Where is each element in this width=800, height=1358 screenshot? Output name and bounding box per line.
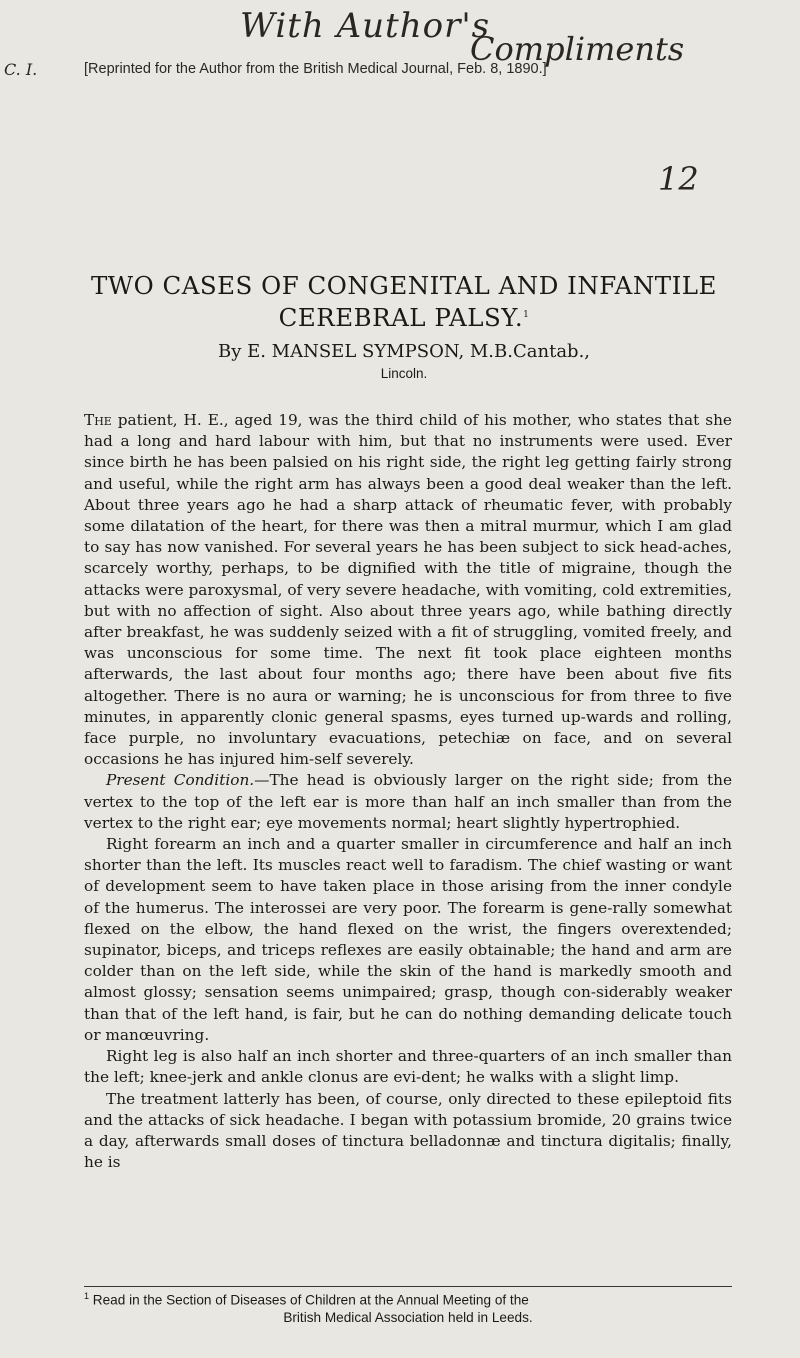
handwritten-page-number: 12 [658,160,699,198]
author-byline: By E. MANSEL SYMPSON, M.B.Cantab., [217,341,591,362]
paragraph-forearm: Right forearm an inch and a quarter smaller in circumference and half an inch shorter than the left. Its muscles react well to faradism. The chief wasting or want of development seem to have taken place in those arising from the inner condyle of the humerus. The interossei are very poor. The forearm is gene-rally somewhat flexed on the elbow, the hand flexed on the wrist, the fingers overextended; supinator, biceps, and triceps reflexes are easily obtainable; the hand and arm are colder than on the left side, while the skin of the hand is markedly smooth and almost glossy; sensation seems unimpaired; grasp, though con-siderably weaker than that of the left hand, is fair, but he can do nothing demanding delicate touch or manœuvring. [84,835,732,1044]
paragraph-history-text: patient, H. E., aged 19, was the third child of his mother, who states that she had a long and hard labour with him, but that no instruments were used. Ever since birth he has been palsied on his right side, the right leg getting fairly strong and useful, while the right arm has always been a good deal weaker than the left. About three years ago he had a sharp attack of rheumatic fever, with probably some dilatation of the heart, for there was then a mitral murmur, which I am glad to say has now vanished. For several years he has been subject to sick head-aches, scarcely worthy, perhaps, to be dignified with the title of migraine, though the attacks were paroxysmal, of very severe headache, with vomiting, cold extremities, but with no affection of sight. Also about three years ago, while bathing directly after breakfast, he was suddenly seized with a fit of struggling, vomited freely, and was unconscious for some time. The next fit took place eighteen months afterwards, the last about four months ago; there have been about five fits altogether. There is no aura or warning; he is unconscious for from three to five minutes, in apparently clonic general spasms, eyes turned up-wards and rolling, face purple, no involuntary evacuations, petechiæ on face, and on several occasions he has injured him-self severely. [84,411,732,769]
article-body [84,410,732,1173]
footnote-line-2: British Medical Association held in Leeds. [283,1309,533,1325]
footnote-line-1: Read in the Section of Diseases of Children at the Annual Meeting of the [92,1292,529,1308]
reprint-note: [Reprinted for the Author from the British Medical Journal, Feb. 8, 1890.] [84,61,547,77]
article-title-line-1: TWO CASES OF CONGENITAL AND INFANTILE [91,271,717,300]
paragraph-lead-word: The [84,411,112,429]
paragraph-treatment: The treatment latterly has been, of course, only directed to these epileptoid fits and the attacks of sick headache. I began with potassium bromide, 20 grains twice a day, afterwards small doses of tinctura belladonnæ and tinctura digitalis; finally, he is [84,1089,732,1172]
paragraph-present-condition-text: —The head is obviously larger on the right side; from the vertex to the top of the left ear is more than half an inch smaller than from the vertex to the right ear; eye movements normal; heart slightly hypertrophied. [84,771,732,832]
author-location: Lincoln. [380,366,428,381]
footnote-divider [84,1286,732,1287]
article-title-line-2-text: CEREBRAL PALSY. [278,303,524,332]
handwritten-inscription: With Author's [240,6,491,46]
paragraph-present-condition [84,770,732,834]
footnote-marker: 1 [84,1291,90,1301]
paragraph-history [84,410,732,770]
paragraph-leg: Right leg is also half an inch shorter and three-quarters of an inch smaller than the left; knee-jerk and ankle clonus are evi-dent; he walks with a slight limp. [84,1047,732,1087]
article-title-line-2 [74,303,734,332]
title-footnote-marker: 1 [523,309,530,320]
footnote [84,1288,732,1326]
handwritten-corner-mark: C. I. [4,60,38,79]
section-heading-present-condition: Present Condition. [106,771,255,790]
handwritten-compliments: Compliments [470,30,685,68]
